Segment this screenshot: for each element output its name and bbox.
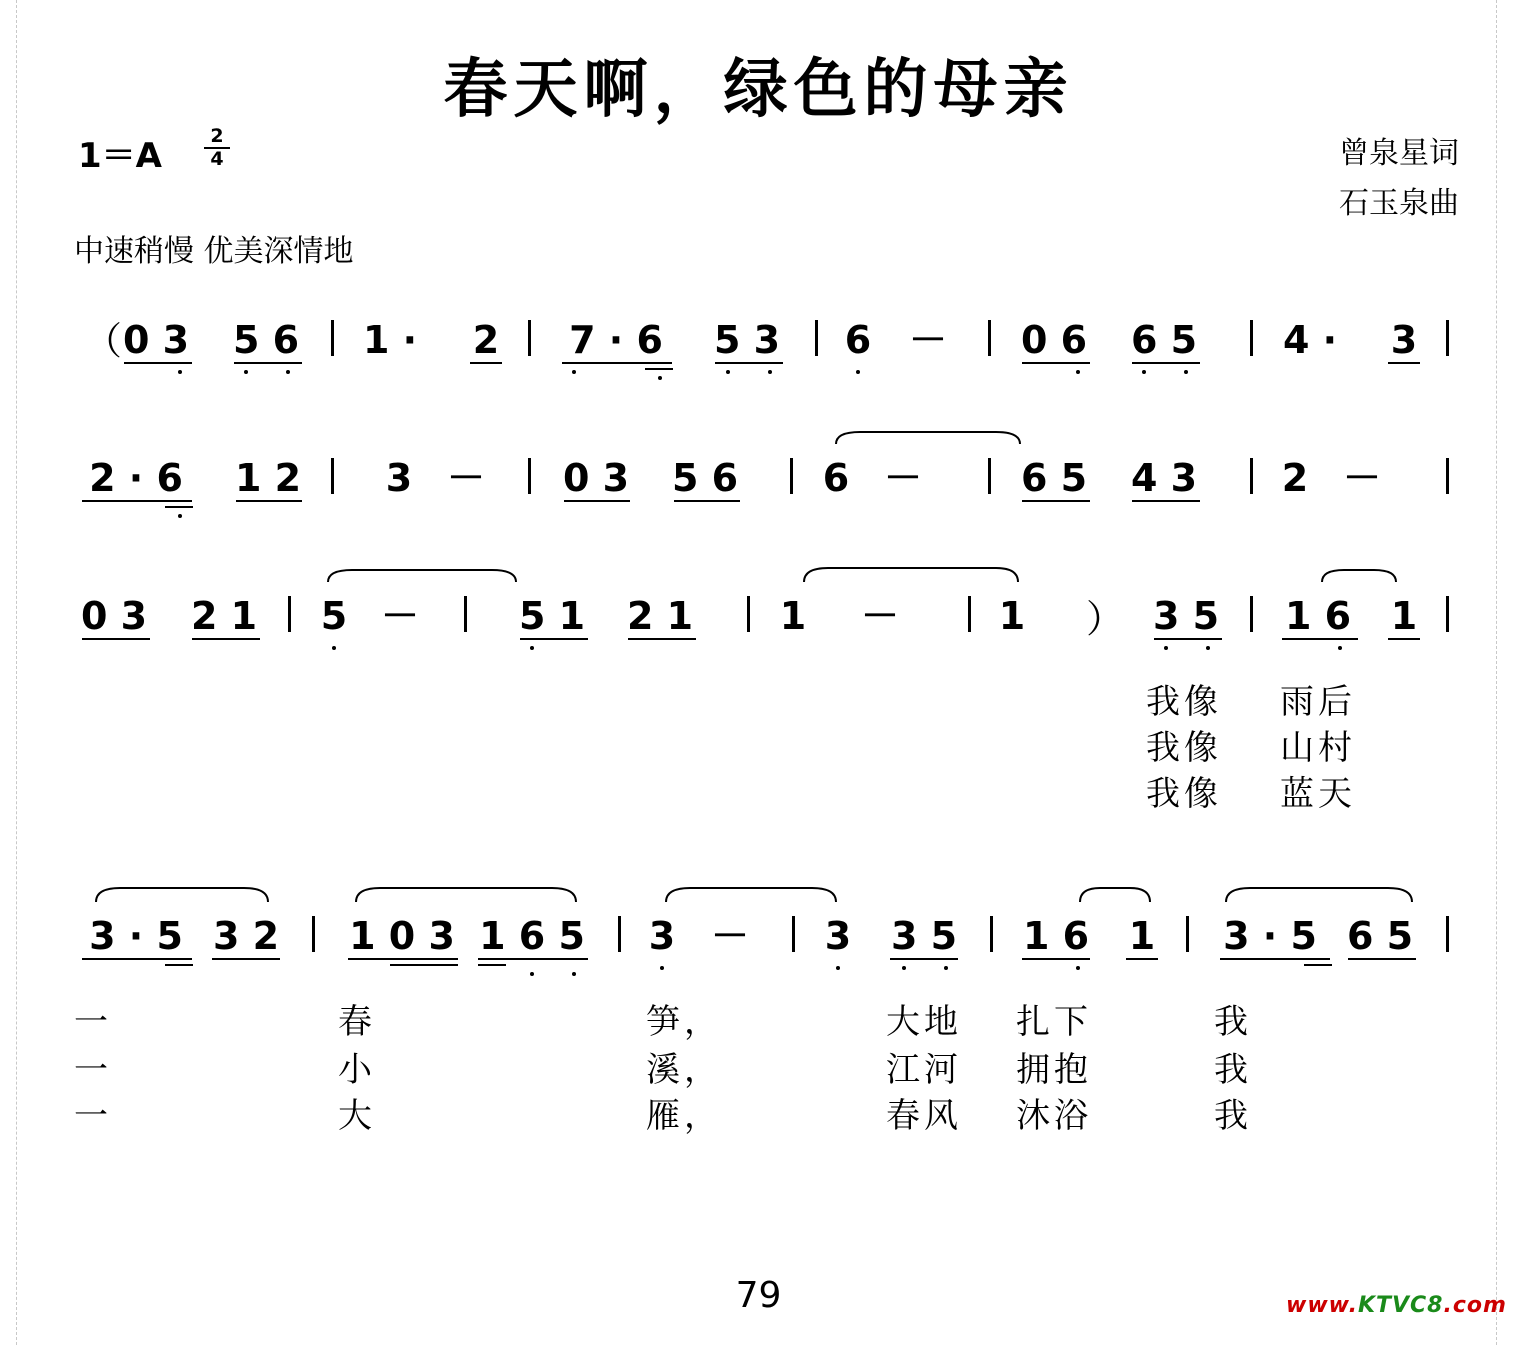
lyricist-credit: 曾泉星词 (1339, 136, 1459, 171)
note-group: 3 2 (212, 914, 280, 958)
note-group: 4 · (1282, 318, 1338, 362)
lyric: 一 (74, 1050, 112, 1090)
note-group: 1 6 5 (479, 914, 585, 958)
note-group: 1 6 (1284, 594, 1352, 638)
open-paren: （ (84, 319, 123, 363)
lyric: 小 (338, 1050, 376, 1090)
lyric: 我 (1214, 1002, 1252, 1042)
note-group: 3 5 (890, 914, 958, 958)
lyric-verse-1-a: 我像 (1146, 682, 1222, 722)
composer-credit: 石玉泉曲 (1339, 186, 1459, 221)
slur (96, 888, 268, 902)
lyric: 一 (74, 1096, 112, 1136)
slur (666, 888, 836, 902)
note-group: 3 5 (1152, 594, 1220, 638)
song-title: 春天啊，绿色的母亲 (443, 52, 1074, 127)
note-group: 3 · 5 (1223, 914, 1317, 958)
note-group: 5 1 (518, 594, 586, 638)
tempo-marking: 中速稍慢 优美深情地 (74, 234, 354, 269)
note-group: 5 6 (671, 456, 739, 500)
note-group: 2 1 (626, 594, 694, 638)
slur (1080, 888, 1150, 902)
page-number: 79 (735, 1275, 782, 1316)
note-group: 5 3 (713, 318, 781, 362)
note-group: 0 3 (80, 594, 148, 638)
lyric: 笋， (646, 1002, 722, 1042)
note-group: 1 (779, 594, 807, 638)
note-group: 0 3 (122, 318, 190, 362)
slur (836, 432, 1020, 444)
lyric: 春 (338, 1002, 376, 1042)
lyric-verse-2-b: 山村 (1280, 728, 1356, 768)
lyric: 江河 (886, 1050, 962, 1090)
lyric: 大地 (886, 1002, 962, 1042)
lyric: 我 (1214, 1096, 1252, 1136)
note-group: 3 (385, 456, 413, 500)
slur (328, 570, 516, 582)
dash: － (860, 594, 900, 638)
dash: － (908, 318, 948, 362)
note-group: 6 (844, 318, 872, 362)
note-group: 1 (1390, 594, 1418, 638)
note-group: 2 (1281, 456, 1309, 500)
lyric: 春风 (886, 1096, 962, 1136)
note-group: 6 5 (1346, 914, 1414, 958)
note-group: 1 6 (1022, 914, 1090, 958)
lyric: 溪， (646, 1050, 722, 1090)
note-group: 3 (824, 914, 852, 958)
note-group: 1 (998, 594, 1026, 638)
lyric-verse-3-b: 蓝天 (1280, 774, 1356, 814)
note-group: 2 (472, 318, 500, 362)
time-signature: 2 4 (204, 126, 230, 170)
note-group: 5 6 (232, 318, 300, 362)
note-group: 4 3 (1130, 456, 1198, 500)
dash: － (1342, 456, 1382, 500)
dash: － (710, 914, 750, 958)
note-group: 3 (1390, 318, 1418, 362)
dash: － (380, 594, 420, 638)
note-group: 1 2 (234, 456, 302, 500)
slur (356, 888, 576, 902)
note-group: 6 (822, 456, 850, 500)
lyric: 一 (74, 1002, 112, 1042)
note-group: 6 5 (1020, 456, 1088, 500)
note-group: 0 3 (562, 456, 630, 500)
lyric: 大 (338, 1096, 376, 1136)
close-paren: ） (1086, 597, 1125, 641)
dash: － (883, 456, 923, 500)
note-group: 5 (320, 594, 348, 638)
lyric: 扎下 (1016, 1002, 1092, 1042)
note-group: 2 1 (190, 594, 258, 638)
site-watermark: www.KTVC8.com (1286, 1293, 1507, 1318)
slur (804, 568, 1018, 582)
slur (1226, 888, 1412, 902)
note-group: 1 · (362, 318, 418, 362)
dash: － (446, 456, 486, 500)
note-group: 3 (648, 914, 676, 958)
note-group: 2 · 6 (89, 456, 183, 500)
lyric: 拥抱 (1016, 1050, 1092, 1090)
note-group: 7 · 6 (569, 318, 663, 362)
note-group: 1 0 3 (349, 914, 455, 958)
key-signature: 1＝A (78, 136, 162, 176)
lyric: 雁， (646, 1096, 722, 1136)
slur (1322, 570, 1396, 582)
lyric-verse-2-a: 我像 (1146, 728, 1222, 768)
lyric: 我 (1214, 1050, 1252, 1090)
note-group: 1 (1128, 914, 1156, 958)
lyric-verse-3-a: 我像 (1146, 774, 1222, 814)
lyric: 沐浴 (1016, 1096, 1092, 1136)
note-group: 0 6 (1020, 318, 1088, 362)
note-group: 6 5 (1130, 318, 1198, 362)
note-group: 3 · 5 (89, 914, 183, 958)
lyric-verse-1-b: 雨后 (1280, 682, 1356, 722)
